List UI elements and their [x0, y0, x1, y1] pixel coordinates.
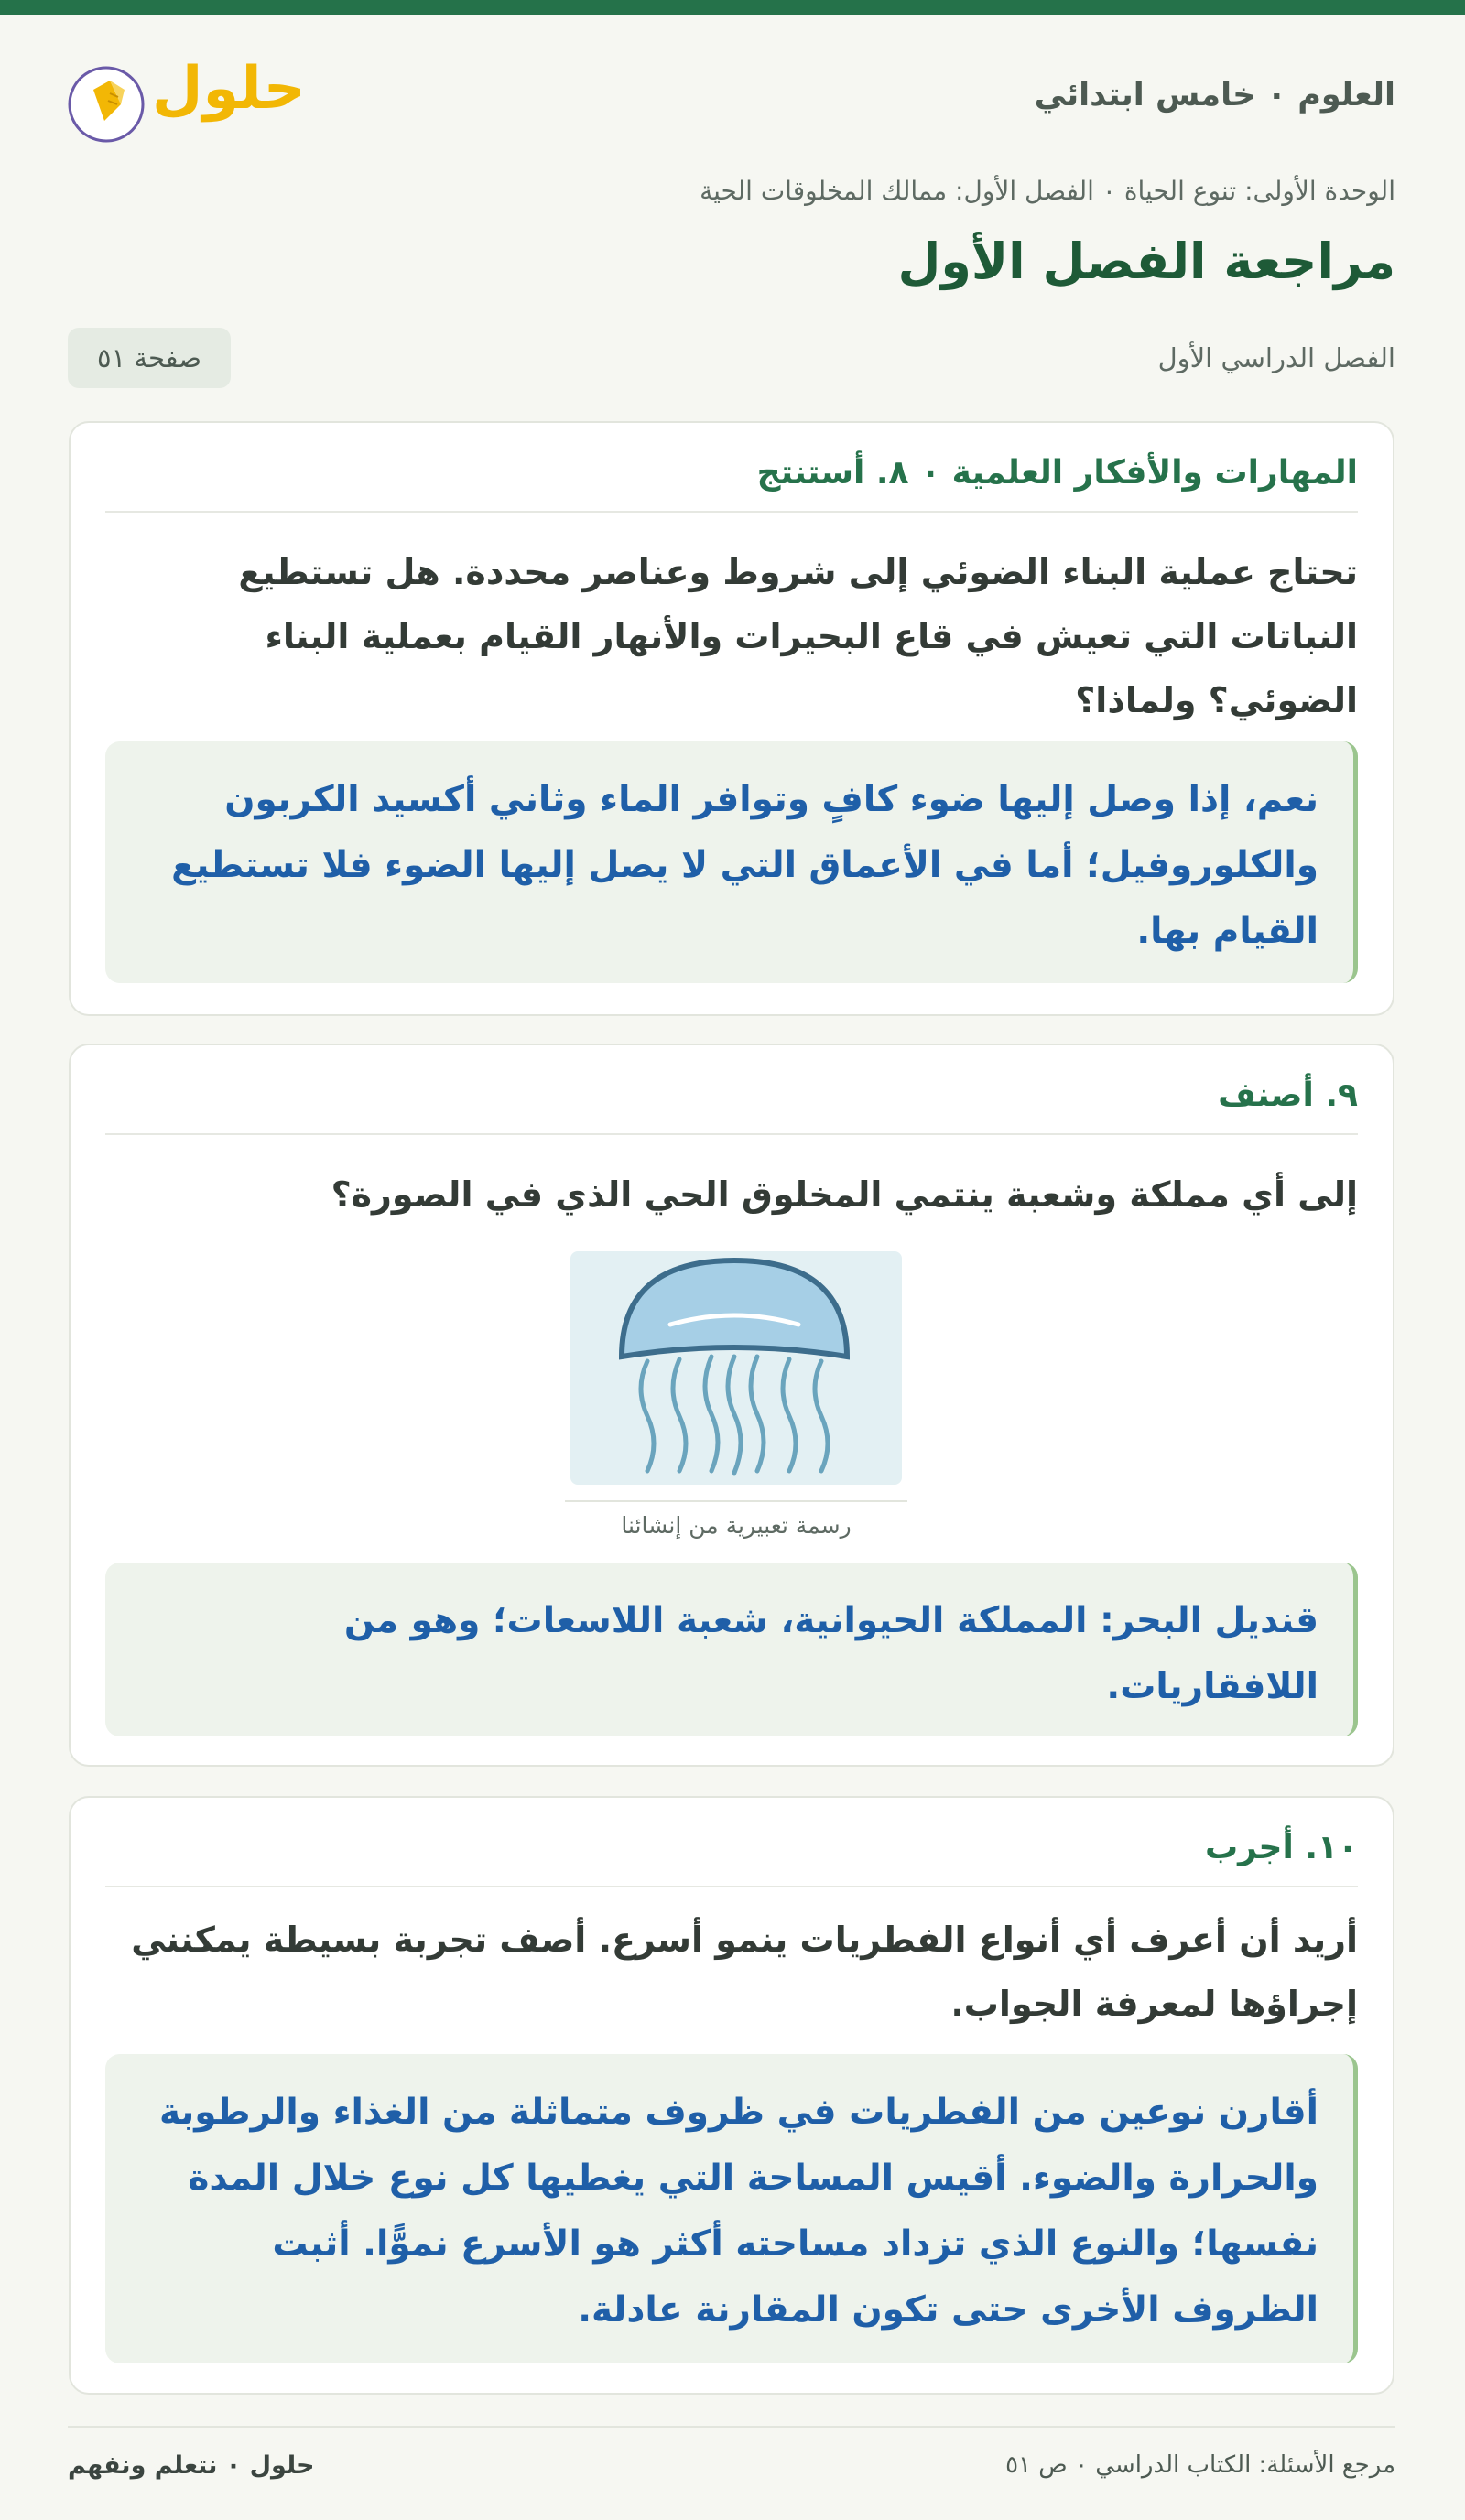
figure-caption: رسمة تعبيرية من إنشائنا — [621, 1512, 852, 1539]
card-header — [105, 1045, 1358, 1135]
question-label: ٩. أصنف — [1218, 1076, 1358, 1114]
answer-box: أقارن نوعين من الفطريات في ظروف متماثلة من الغذاء والرطوبة والحرارة والضوء. أقيس المساحة التي يغطيها كل نوع خلال المدة نفسها؛ والنوع الذي تزداد مساحته أكثر هو الأسرع نموًّا. أثبت الظروف الأخرى حتى تكون المقارنة عادلة. — [105, 2054, 1358, 2363]
top-accent-bar — [0, 0, 1465, 15]
semester-label: الفصل الدراسي الأول — [1157, 342, 1395, 373]
answer-box: نعم، إذا وصل إليها ضوء كافٍ وتوافر الماء وثاني أكسيد الكربون والكلوروفيل؛ أما في الأعماق التي لا يصل إليها الضوء فلا تستطيع القيام بها. — [105, 741, 1358, 983]
question-card-9 — [69, 1044, 1394, 1767]
footer-divider — [68, 2426, 1395, 2428]
breadcrumb: الوحدة الأولى: تنوع الحياة ٠ الفصل الأول: ممالك المخلوقات الحية — [700, 176, 1395, 206]
question-label: المهارات والأفكار العلمية ٠ ٨. أستنتج — [756, 454, 1358, 492]
footer-reference: مرجع الأسئلة: الكتاب الدراسي ٠ ص ٥١ — [1005, 2451, 1395, 2479]
card-header — [105, 423, 1358, 513]
question-text: أريد أن أعرف أي أنواع الفطريات ينمو أسرع. أصف تجربة بسيطة يمكنني إجراؤها لمعرفة الجواب. — [131, 1920, 1358, 2024]
site-logo[interactable] — [68, 53, 315, 145]
question-card-10 — [69, 1796, 1394, 2395]
question-text: إلى أي مملكة وشعبة ينتمي المخلوق الحي الذي في الصورة؟ — [331, 1174, 1358, 1215]
footer-brand: حلول ٠ نتعلم ونفهم — [68, 2451, 315, 2480]
page-title: مراجعة الفصل الأول — [897, 233, 1395, 290]
question-card-8 — [69, 421, 1394, 1016]
jellyfish-illustration — [565, 1251, 907, 1535]
question-label: ١٠. أجرب — [1204, 1829, 1358, 1866]
card-header — [105, 1798, 1358, 1887]
subject-title: العلوم ٠ خامس ابتدائي — [1034, 77, 1395, 114]
figure-divider — [565, 1500, 907, 1502]
answer-box: قنديل البحر: المملكة الحيوانية، شعبة اللاسعات؛ وهو من اللافقاريات. — [105, 1563, 1358, 1736]
page-header — [68, 53, 1395, 145]
page-number-badge: صفحة ٥١ — [68, 328, 231, 388]
question-text: تحتاج عملية البناء الضوئي إلى شروط وعناصر محددة. هل تستطيع النباتات التي تعيش في قاع البحيرات والأنهار القيام بعملية البناء الضوئي؟ ولماذا؟ — [238, 552, 1358, 720]
logo-text: حلول — [152, 55, 306, 123]
